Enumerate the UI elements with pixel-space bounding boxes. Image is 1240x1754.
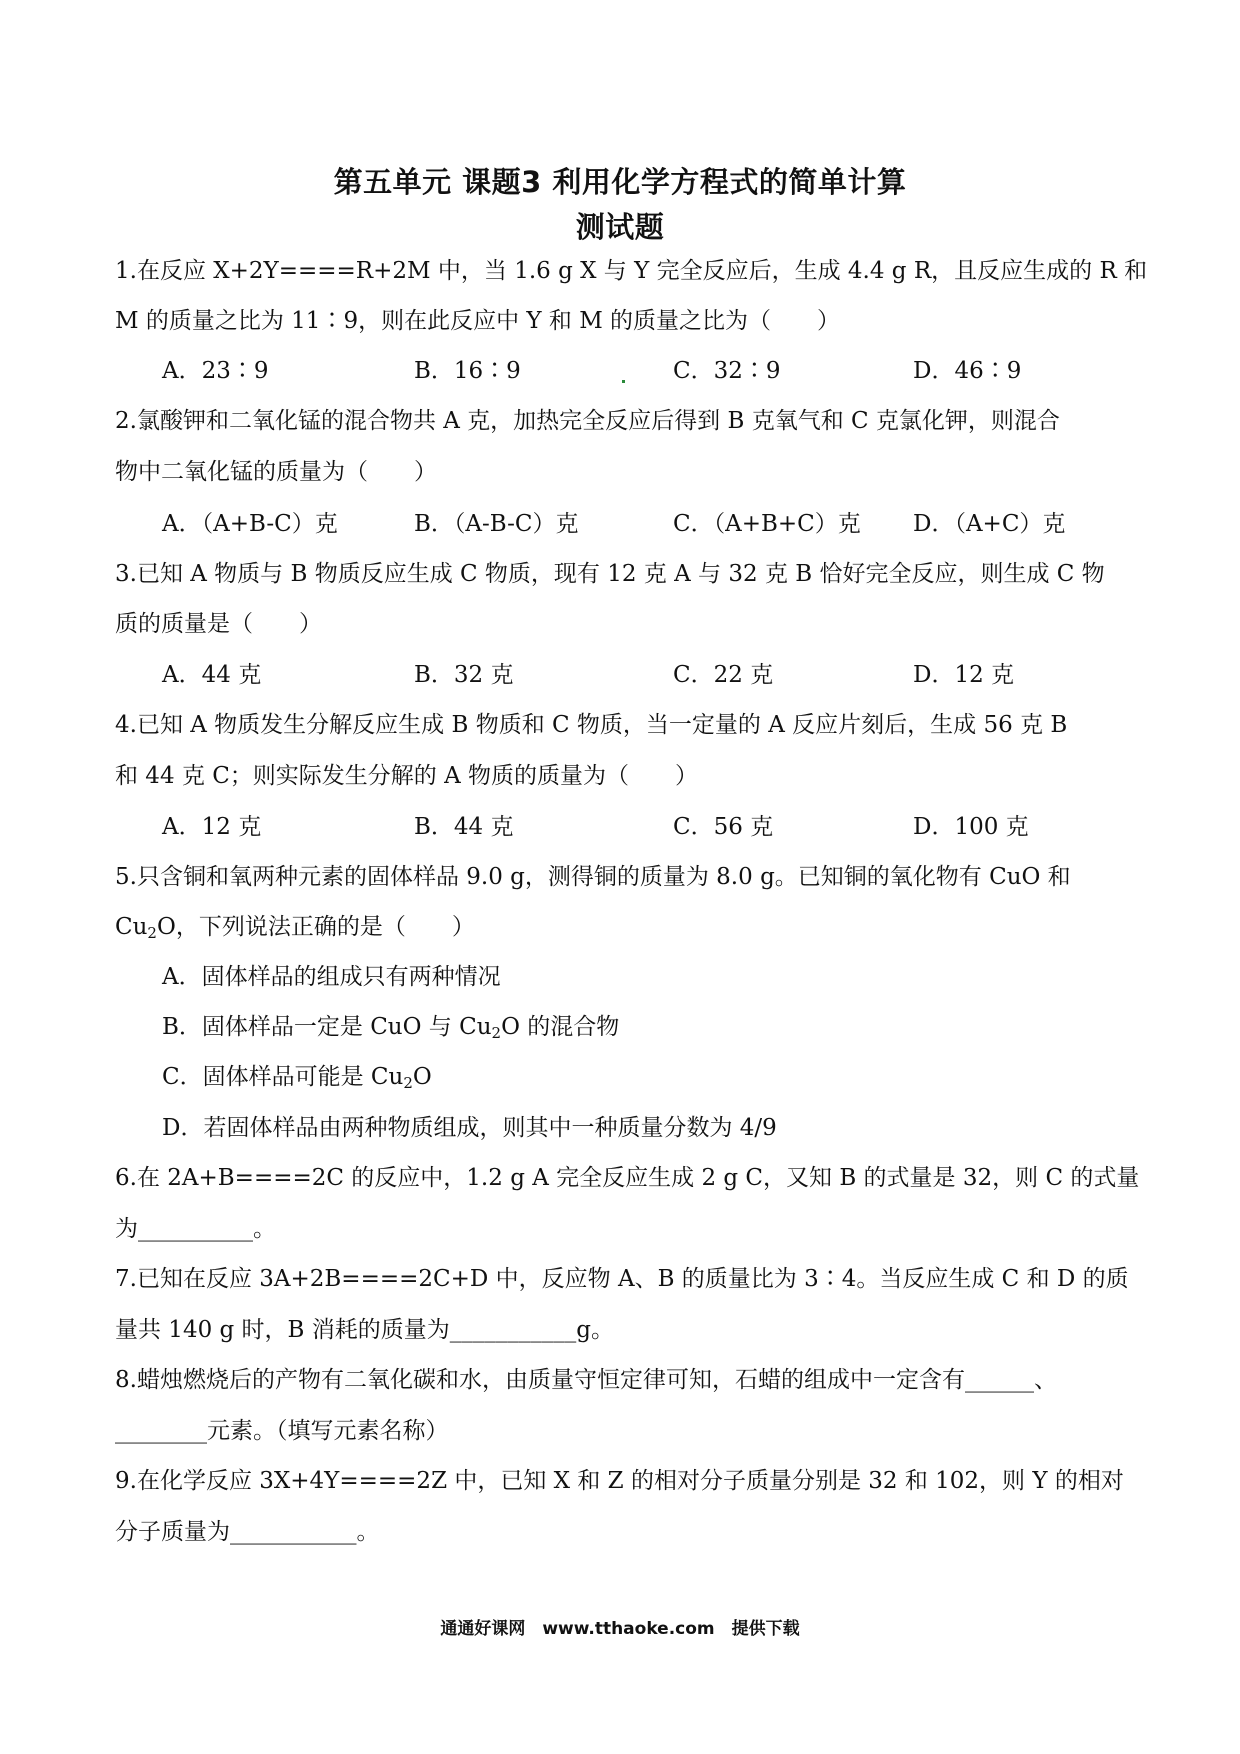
question-6-line-1: 6.在 2A+B====2C 的反应中，1.2 g A 完全反应生成 2 g C，又知 B 的式量是 32，则 C 的式量 [115, 1165, 1140, 1191]
question-4-option-d: D．100 克 [913, 814, 1029, 840]
page-title: 第五单元 课题3 利用化学方程式的简单计算 [333, 165, 907, 199]
question-5-line-2-rest: O，下列说法正确的是（ ） [156, 914, 475, 940]
question-5-option-c-text: C．固体样品可能是 Cu [162, 1064, 404, 1090]
page-subtitle: 测试题 [575, 210, 665, 244]
question-5-line-1: 5.只含铜和氧两种元素的固体样品 9.0 g，测得铜的质量为 8.0 g。已知铜的氧化物有 CuO 和 [115, 864, 1071, 890]
question-3-line-2: 质的质量是（ ） [115, 611, 322, 637]
question-2-line-2: 物中二氧化锰的质量为（ ） [115, 459, 437, 485]
question-5-option-b-text: B．固体样品一定是 CuO 与 Cu [162, 1014, 492, 1040]
question-2-option-c: C．（A+B+C）克 [673, 511, 861, 537]
question-3-option-d: D．12 克 [913, 662, 1015, 688]
question-1-option-b: B．16∶9 [414, 358, 521, 384]
question-4-option-b: B．44 克 [414, 814, 514, 840]
question-5-option-a: A．固体样品的组成只有两种情况 [162, 964, 501, 990]
question-7-line-1: 7.已知在反应 3A+2B====2C+D 中，反应物 A、B 的质量比为 3∶4。当反应生成 C 和 D 的质 [115, 1266, 1129, 1292]
question-4-line-2: 和 44 克 C；则实际发生分解的 A 物质的质量为（ ） [115, 763, 699, 789]
question-3-option-b: B．32 克 [414, 662, 514, 688]
question-5-option-b [162, 1016, 619, 1041]
formula-cu: Cu [115, 914, 148, 940]
question-5-option-d: D．若固体样品由两种物质组成，则其中一种质量分数为 4/9 [162, 1115, 777, 1141]
formula-subscript: 2 [491, 1024, 502, 1042]
question-3-option-c: C．22 克 [673, 662, 774, 688]
question-2-line-1: 2.氯酸钾和二氧化锰的混合物共 A 克，加热完全反应后得到 B 克氧气和 C 克氯化钾，则混合 [115, 408, 1060, 434]
question-7-line-2: 量共 140 g 时，B 消耗的质量为___________g。 [115, 1317, 614, 1343]
question-1-line-2: M 的质量之比为 11∶9，则在此反应中 Y 和 M 的质量之比为（ ） [115, 308, 841, 334]
question-9-line-1: 9.在化学反应 3X+4Y====2Z 中，已知 X 和 Z 的相对分子质量分别是 32 和 102，则 Y 的相对 [115, 1468, 1124, 1494]
question-8-line-2: ________元素。（填写元素名称） [115, 1418, 449, 1444]
question-5-line-2 [115, 916, 1140, 941]
question-3-line-1: 3.已知 A 物质与 B 物质反应生成 C 物质，现有 12 克 A 与 32 克 B 恰好完全反应，则生成 C 物 [115, 561, 1105, 587]
question-5-option-c-rest: O [412, 1064, 432, 1090]
formula-subscript: 2 [147, 924, 157, 942]
question-4-option-c: C．56 克 [673, 814, 774, 840]
formula-subscript: 2 [403, 1074, 413, 1092]
question-8-line-1: 8.蜡烛燃烧后的产物有二氧化碳和水，由质量守恒定律可知，石蜡的组成中一定含有______、 [115, 1367, 1057, 1393]
scan-speck [622, 380, 625, 383]
footer-source: 通通好课网 www.tthaoke.com 提供下载 [440, 1619, 800, 1639]
question-3-option-a: A．44 克 [162, 662, 262, 688]
question-1-option-c: C．32∶9 [673, 358, 781, 384]
question-2-option-d: D．（A+C）克 [913, 511, 1066, 537]
question-1-option-a: A．23∶9 [162, 358, 269, 384]
question-1-line-1: 1.在反应 X+2Y====R+2M 中，当 1.6 g X 与 Y 完全反应后，生成 4.4 g R，且反应生成的 R 和 [115, 258, 1148, 284]
question-5-option-b-rest: O 的混合物 [501, 1014, 620, 1040]
question-9-line-2: 分子质量为___________。 [115, 1519, 380, 1545]
question-5-option-c [162, 1066, 432, 1091]
question-2-option-b: B．（A-B-C）克 [414, 511, 579, 537]
question-6-line-2: 为__________。 [115, 1216, 276, 1242]
question-4-line-1: 4.已知 A 物质发生分解反应生成 B 物质和 C 物质，当一定量的 A 反应片刻后，生成 56 克 B [115, 712, 1068, 738]
question-2-option-a: A．（A+B-C）克 [162, 511, 338, 537]
question-4-option-a: A．12 克 [162, 814, 262, 840]
question-1-option-d: D．46∶9 [913, 358, 1022, 384]
